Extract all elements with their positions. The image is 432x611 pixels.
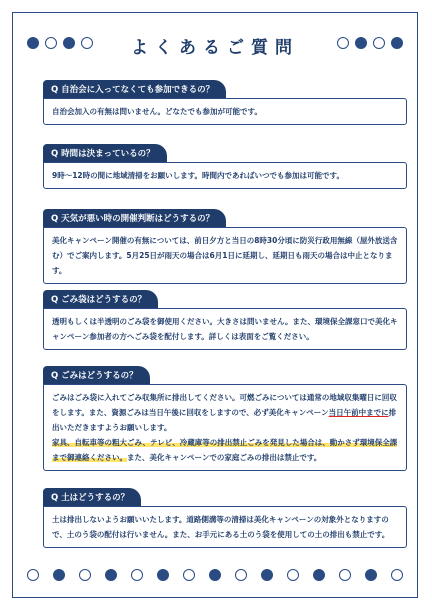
filled-dot-decoration: [157, 569, 169, 581]
faq-item: [43, 206, 407, 284]
answer-box: [43, 162, 407, 189]
answer-box: [43, 384, 407, 471]
answer-box: [43, 308, 407, 350]
faq-item: [43, 287, 407, 350]
header-dots-right: [337, 37, 403, 49]
faq-item: [43, 141, 407, 189]
question-label: Q 自治会に入ってなくても参加できるの？: [43, 80, 226, 98]
hollow-dot-decoration: [183, 569, 195, 581]
question-label: Q 時間は決まっているの？: [43, 144, 167, 162]
question-label: Q 土はどうするの？: [43, 488, 141, 506]
filled-dot-decoration: [209, 569, 221, 581]
faq-item: [43, 77, 407, 125]
hollow-dot-decoration: [79, 569, 91, 581]
highlighted-text: 家具、自転車等の粗大ごみ、テレビ、冷蔵庫等の排出禁止ごみを発見した場合は、動かさず環境保全課まで御連絡ください。: [52, 438, 398, 462]
answer-text: 透明もしくは半透明のごみ袋を御使用ください。大きさは問いません。また、環境保全課窓口で美化キャンペーン参加者の方へごみ袋を配付します。詳しくは表面をご覧ください。: [52, 317, 398, 341]
question-label: Q ごみはどうするの？: [43, 366, 150, 384]
hollow-dot-decoration: [27, 569, 39, 581]
hollow-dot-decoration: [337, 37, 349, 49]
answer-text-part: ごみはごみ袋に入れてごみ収集所に排出してください。可燃ごみについては通常の地域収集曜日に回収をします。また、資源ごみは当日午後に回収をしますので、必ず美化キャンペーン: [52, 393, 397, 417]
hollow-dot-decoration: [287, 569, 299, 581]
hollow-dot-decoration: [339, 569, 351, 581]
answer-text: [52, 390, 398, 435]
faq-item: [43, 363, 407, 471]
answer-text: 美化キャンペーン開催の有無については、前日夕方と当日の8時30分頃に防災行政用無線（屋外放送含む）でご案内します。5月25日が雨天の場合は6月1日に延期し、延期日も雨天の場合は中止となります。: [52, 236, 398, 275]
answer-text-part: 排出いただきますようお願いします。: [52, 408, 397, 432]
answer-text: 自治会加入の有無は問いません。どなたでも参加が可能です。: [52, 107, 262, 116]
answer-text: 土は排出しないようお願いいたします。道路側溝等の清掃は美化キャンペーンの対象外となりますので、土のう袋の配付は行いません。また、お手元にある土のう袋を使用しての土の排出も禁止です。: [52, 515, 390, 539]
filled-dot-decoration: [365, 569, 377, 581]
faq-item: [43, 485, 407, 548]
header: [13, 31, 417, 58]
answer-box: [43, 98, 407, 125]
answer-text: [52, 435, 398, 465]
question-label: Q ごみ袋はどうするの？: [43, 290, 158, 308]
answer-text-part: また、美化キャンペーンでの家庭ごみの排出は禁止です。: [127, 453, 322, 462]
question-label: Q 天気が悪い時の開催判断はどうするの？: [43, 209, 226, 227]
answer-text: 9時～12時の間に地域清掃をお願いします。時間内であればいつでも参加は可能です。: [52, 171, 344, 180]
footer-dots: [27, 569, 403, 581]
filled-dot-decoration: [355, 37, 367, 49]
flyer-frame: [12, 12, 418, 598]
filled-dot-decoration: [53, 569, 65, 581]
filled-dot-decoration: [261, 569, 273, 581]
underlined-text: 当日午前中までに: [328, 408, 389, 417]
filled-dot-decoration: [105, 569, 117, 581]
page-title: よくあるご質問: [131, 38, 299, 58]
hollow-dot-decoration: [391, 569, 403, 581]
answer-box: [43, 506, 407, 548]
filled-dot-decoration: [391, 37, 403, 49]
hollow-dot-decoration: [373, 37, 385, 49]
answer-box: [43, 227, 407, 284]
hollow-dot-decoration: [235, 569, 247, 581]
hollow-dot-decoration: [131, 569, 143, 581]
filled-dot-decoration: [313, 569, 325, 581]
